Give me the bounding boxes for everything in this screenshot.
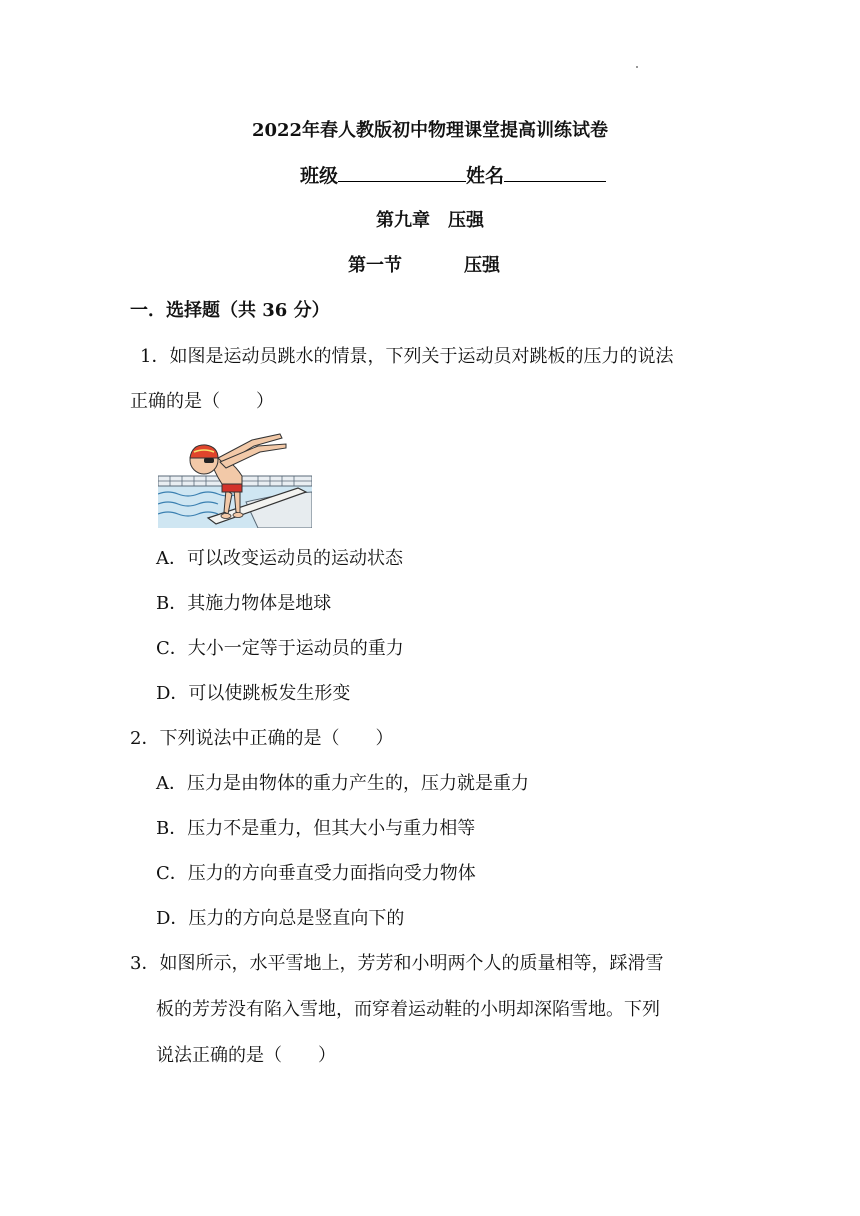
student-info-line: [300, 161, 606, 188]
page-dot: [636, 66, 638, 68]
class-blank[interactable]: [338, 163, 466, 182]
name-blank[interactable]: [504, 163, 606, 182]
question-2-option-b[interactable]: B．压力不是重力，但其大小与重力相等: [156, 818, 476, 839]
question-3-line-2: 板的芳芳没有陷入雪地，而穿着运动鞋的小明却深陷雪地。下列: [156, 999, 660, 1020]
question-1-option-c[interactable]: C．大小一定等于运动员的重力: [156, 638, 404, 659]
question-3-line-1: 3．如图所示，水平雪地上，芳芳和小明两个人的质量相等，踩滑雪: [130, 953, 664, 974]
question-1-option-a[interactable]: A．可以改变运动员的运动状态: [156, 548, 403, 569]
question-2-option-c[interactable]: C．压力的方向垂直受力面指向受力物体: [156, 863, 476, 884]
section-name: 压强: [464, 255, 500, 276]
question-1-line-1: 1．如图是运动员跳水的情景，下列关于运动员对跳板的压力的说法: [140, 346, 674, 367]
name-label: 姓名: [466, 165, 505, 187]
exam-title: 2022年春人教版初中物理课堂提高训练试卷: [251, 120, 609, 141]
section-number: 第一节: [348, 255, 402, 276]
question-2-line-1: 2．下列说法中正确的是（ ）: [130, 728, 394, 749]
question-2-option-a[interactable]: A．压力是由物体的重力产生的，压力就是重力: [156, 773, 529, 794]
question-1-option-b[interactable]: B．其施力物体是地球: [156, 593, 332, 614]
section-title: [348, 251, 500, 277]
part-heading: 一．选择题（共 36 分）: [130, 300, 330, 321]
question-1-line-2: 正确的是（ ）: [130, 391, 274, 412]
question-2-option-d[interactable]: D．压力的方向总是竖直向下的: [156, 908, 405, 929]
question-1-option-d[interactable]: D．可以使跳板发生形变: [156, 683, 351, 704]
chapter-title: 第九章 压强: [376, 210, 484, 231]
diver-on-springboard-illustration: [158, 432, 312, 528]
question-3-line-3: 说法正确的是（ ）: [156, 1045, 336, 1066]
class-label: 班级: [300, 165, 339, 187]
